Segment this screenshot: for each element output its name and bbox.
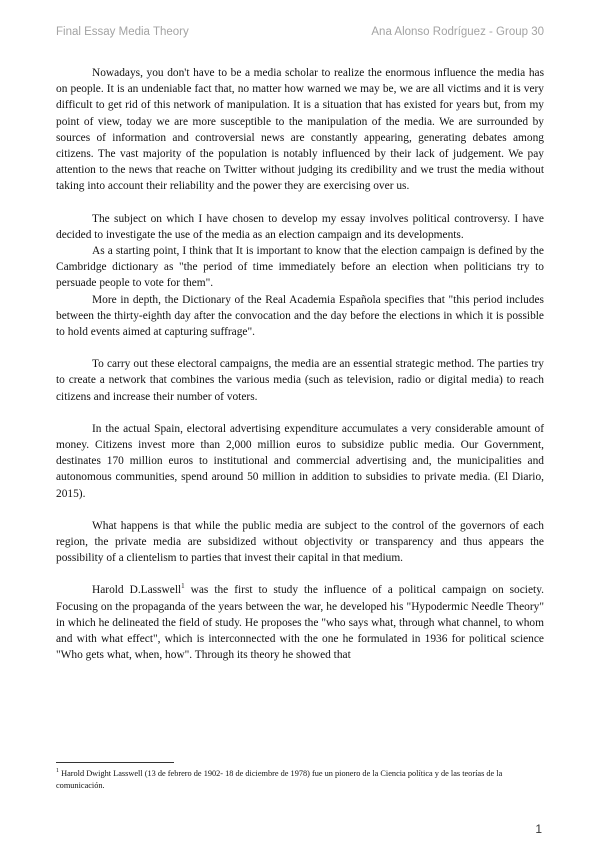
header-essay-title: Final Essay Media Theory (56, 26, 189, 38)
paragraph-definition-cambridge: As a starting point, I think that It is important to know that the election campaign is defined by the Cambridge dictionary as "the period of time immediately before an election when politicians try to persuade people to vote for them". (56, 245, 544, 290)
lasswell-text: was the first to study the influence of a political campaign on society. Focusing on the propaganda of the years between the war, he developed his "Hypodermic Needle Theory" in which he delineated the field of study. He proposes the "who says what, through what channel, to whom and with what effect", which is interconnected with the one he formulated in 1936 for political science "Who gets what, when, how". Through its theory he showed that (56, 584, 544, 662)
paragraph-lasswell (56, 582, 544, 663)
footnote (56, 768, 544, 792)
footnote-number: 1 (56, 768, 59, 775)
footnote-text: Harold Dwight Lasswell (13 de febrero de 1902- 18 de diciembre de 1978) fue un pionero de la Ciencia política y de las teorías de la comunicación. (56, 769, 503, 790)
paragraph-intro: Nowadays, you don't have to be a media scholar to realize the enormous influence the media has on people. It is an undeniable fact that, no matter how warned we may be, we are all victims and it is very difficult to get rid of this network of manipulation. It is a situation that has existed for years but, from my point of view, today we are more susceptible to the manipulation of the media. We are surrounded by sources of information and controversial news are constantly appearing, generating debates among citizens. The vast majority of the population is notably influenced by their lack of judgement. We pay attention to the news that reache on Twitter without judging its credibility and we trust the media without taking into account their reliability and the power they are exercising over us. (56, 67, 544, 193)
paragraph-media-strategy: To carry out these electoral campaigns, the media are an essential strategic method. The parties try to create a network that combines the various media (such as television, radio or digital media) to reach citizens and increase their number of voters. (56, 358, 544, 403)
paragraph-public-private-media: What happens is that while the public media are subject to the control of the governors of each region, the private media are subsidized without objectivity or transparency and thus appears the possibility of a clientelism to parties that invest their capital in that medium. (56, 519, 544, 565)
lasswell-name: Harold D.Lasswell (92, 584, 182, 597)
paragraph-spain-expenditure: In the actual Spain, electoral advertising expenditure accumulates a very considerable amount of money. Citizens invest more than 2,000 million euros to subsidize public media. Our Government, destinates 170 million euros to institutional and commercial advertising and, the municipalities and autonomous communities, spend around 50 million in addition to subsidies to private media. (El Diario, 2015). (56, 422, 544, 500)
footnote-separator (56, 762, 174, 763)
footnote-reference[interactable]: 1 (181, 582, 185, 591)
paragraph-definition-rae: More in depth, the Dictionary of the Real Academia Española specifies that "this period includes between the thirty-eighth day after the convocation and the day before the elections in which it is possible to hold events aimed at capturing suffrage". (56, 293, 544, 339)
header-author: Ana Alonso Rodríguez - Group 30 (371, 26, 544, 38)
page-number: 1 (535, 822, 542, 836)
paragraph-subject: The subject on which I have chosen to develop my essay involves political controversy. I have decided to investigate the use of the media as an election campaign and its developments. (56, 212, 544, 241)
page-header (56, 26, 544, 38)
essay-body (56, 65, 544, 664)
